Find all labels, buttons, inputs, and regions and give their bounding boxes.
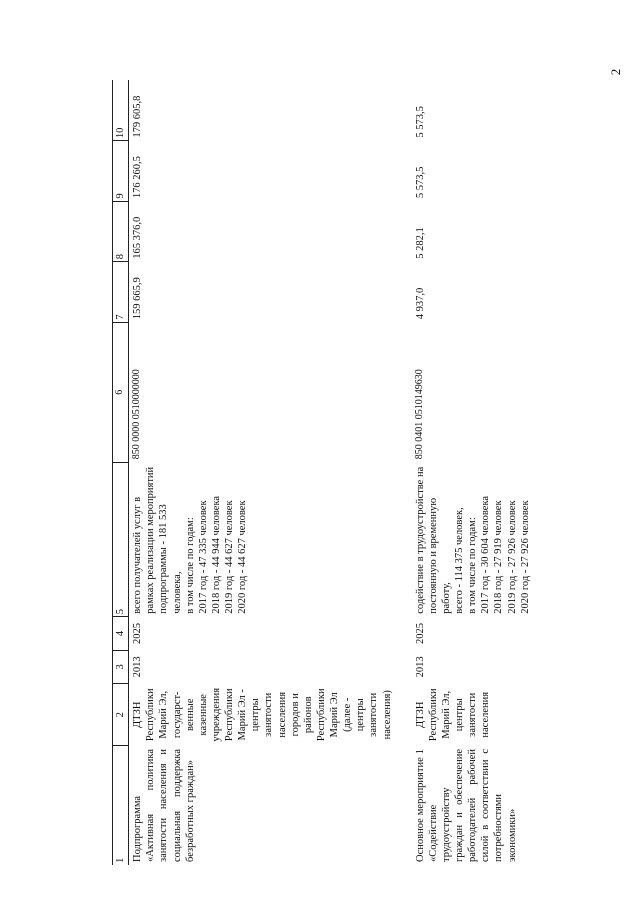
row-start-year: 2013 (132, 656, 144, 678)
column-header-10: 10 (113, 80, 129, 141)
row-value-8: 165 376,0 (132, 216, 144, 259)
table-row-subprogram (129, 80, 396, 865)
row-value-9: 176 260,5 (132, 156, 144, 199)
column-header-5: 5 (113, 462, 129, 617)
indicator-line: всего получателей услуг в рамках реализации мероприятий подпрограммы - 181 533 человека, (132, 466, 183, 614)
indicator-line: 2019 год - 44 627 человек (224, 500, 235, 614)
row-value-10: 179 605,8 (132, 95, 144, 138)
program-table (112, 80, 534, 865)
column-header-3: 3 (113, 650, 129, 683)
row-budget-code: 850 0000 0510000000 (131, 369, 143, 460)
row-indicator (129, 462, 396, 617)
row-budget-code: 850 0401 0510149630 (413, 369, 425, 460)
row-executor: ДТЗН Республики Марий Эл, государст-венные казенные учреждения Республики Марий Эл - центры занятости населения городов и районов Республики Марий Эл (далее - центры занятости населения) (132, 687, 393, 742)
row-value-7: 4 937,0 (414, 287, 426, 320)
column-header-1: 1 (113, 746, 129, 865)
row-indicator (396, 462, 534, 617)
column-header-9: 9 (113, 141, 129, 202)
indicator-line: 2020 год - 44 627 человек (237, 500, 249, 614)
row-value-10: 5 573,5 (414, 106, 426, 138)
indicator-line: 2020 год - 27 926 человек (519, 500, 531, 614)
page-number: 2 (608, 68, 623, 76)
indicator-line: 2017 год - 30 604 человека (480, 495, 492, 614)
indicator-line: в том числе по годам: (467, 517, 479, 614)
row-value-7: 159 665,9 (132, 277, 144, 320)
row-executor: ДТЗН Республики Марий Эл, центры занятости населения (414, 688, 492, 742)
rotated-table-container (112, 80, 632, 865)
column-header-4: 4 (113, 617, 129, 650)
row-end-year: 2025 (414, 622, 426, 644)
row-end-year: 2025 (132, 622, 144, 644)
column-header-8: 8 (113, 201, 129, 262)
column-header-2: 2 (113, 684, 129, 746)
indicator-line: содействие в трудоустройстве на постоянную и временную работу, (414, 466, 452, 614)
column-header-6: 6 (113, 322, 129, 462)
row-name: Основное мероприятие 1 «Содействие трудоустройству граждан и обеспечение работодателей рабочей силой в соответствии с потребностями экономики» (414, 748, 518, 862)
indicator-line: 2019 год - 27 926 человек (506, 500, 518, 614)
indicator-line: всего - 114 375 человек, (454, 507, 465, 614)
table-header-row (113, 80, 129, 865)
indicator-line: 2018 год - 27 919 человек (493, 500, 505, 614)
column-header-7: 7 (113, 262, 129, 323)
table-row-main-measure-1 (396, 80, 534, 865)
row-name: Подпрограмма «Активная политика занятости населения и социальная поддержка безработных граждан» (132, 748, 196, 862)
indicator-line: 2017 год - 47 335 человек (197, 500, 209, 614)
indicator-line: 2018 год - 44 944 человека (210, 495, 222, 614)
row-value-9: 5 573,5 (414, 166, 426, 199)
indicator-line: в том числе по годам: (184, 517, 196, 614)
row-start-year: 2013 (414, 656, 426, 678)
row-value-8: 5 282,1 (414, 227, 426, 259)
